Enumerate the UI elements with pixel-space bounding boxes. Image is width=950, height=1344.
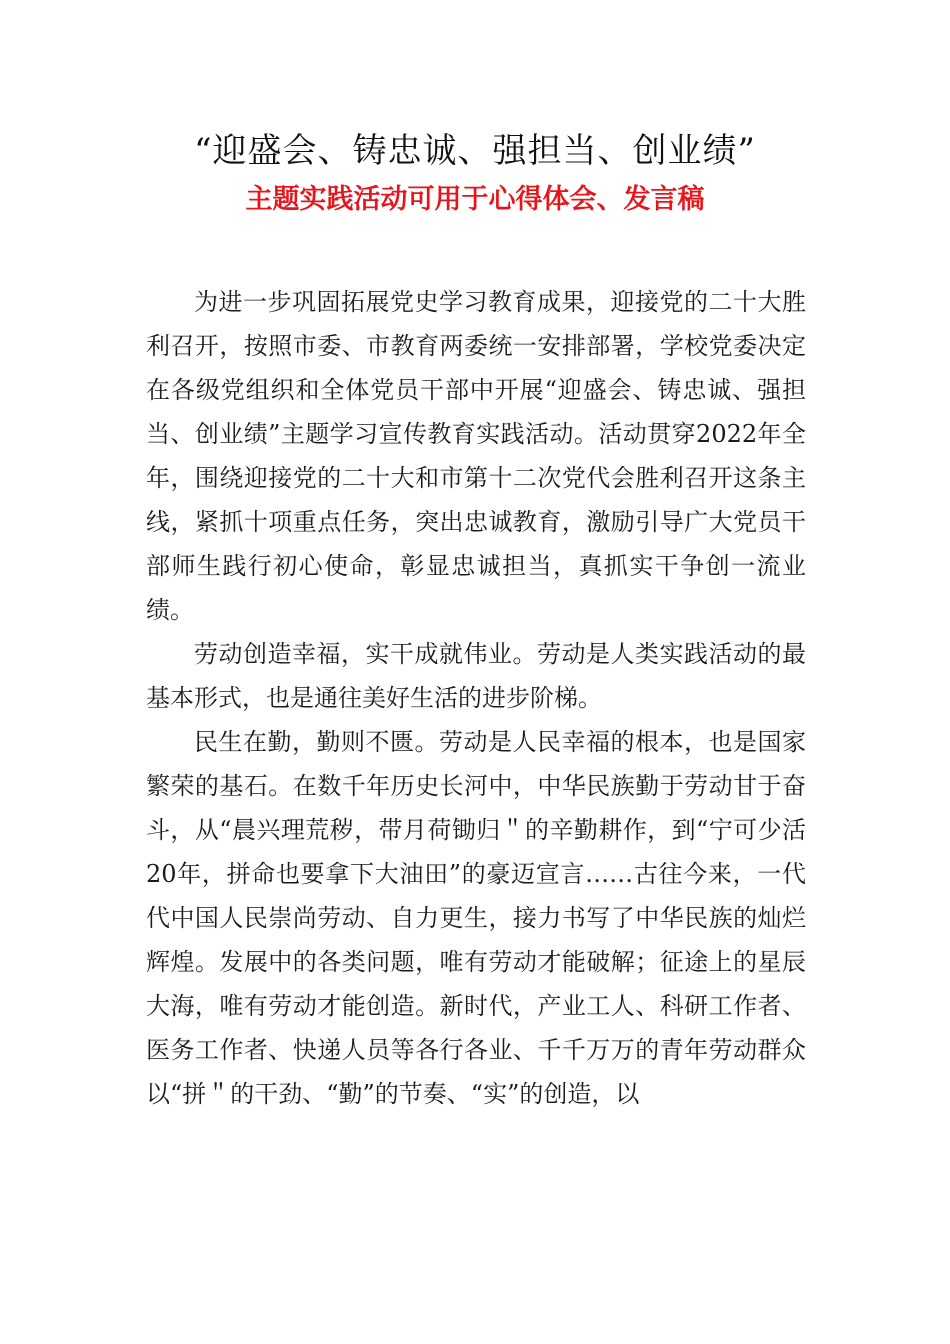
document-body bbox=[146, 280, 806, 1116]
paragraph-3: 民生在勤，勤则不匮。劳动是人民幸福的根本，也是国家繁荣的基石。在数千年历史长河中，中华民族勤于劳动甘于奋斗，从“晨兴理荒秽，带月荷锄归＂的辛勤耕作，到“宁可少活20年，拼命也要拿下大油田”的豪迈宣言……古往今来，一代代中国人民崇尚劳动、自力更生，接力书写了中华民族的灿烂辉煌。发展中的各类问题，唯有劳动才能破解；征途上的星辰大海，唯有劳动才能创造。新时代，产业工人、科研工作者、医务工作者、快递人员等各行各业、千千万万的青年劳动群众以“拼＂的干劲、“勤”的节奏、“实”的创造，以 bbox=[146, 728, 806, 1108]
document-title: “迎盛会、铸忠诚、强担当、创业绩” bbox=[194, 131, 756, 171]
document-subtitle: 主题实践活动可用于心得体会、发言稿 bbox=[245, 184, 705, 215]
paragraph-1: 为进一步巩固拓展党史学习教育成果，迎接党的二十大胜利召开，按照市委、市教育两委统一安排部署，学校党委决定在各级党组织和全体党员干部中开展“迎盛会、铸忠诚、强担当、创业绩”主题学习宣传教育实践活动。活动贯穿2022年全年，围绕迎接党的二十大和市第十二次党代会胜利召开这条主线，紧抓十项重点任务，突出忠诚教育，激励引导广大党员干部师生践行初心使命，彰显忠诚担当，真抓实干争创一流业绩。 bbox=[146, 288, 806, 624]
paragraph-2: 劳动创造幸福，实干成就伟业。劳动是人类实践活动的最基本形式，也是通往美好生活的进步阶梯。 bbox=[146, 640, 806, 712]
